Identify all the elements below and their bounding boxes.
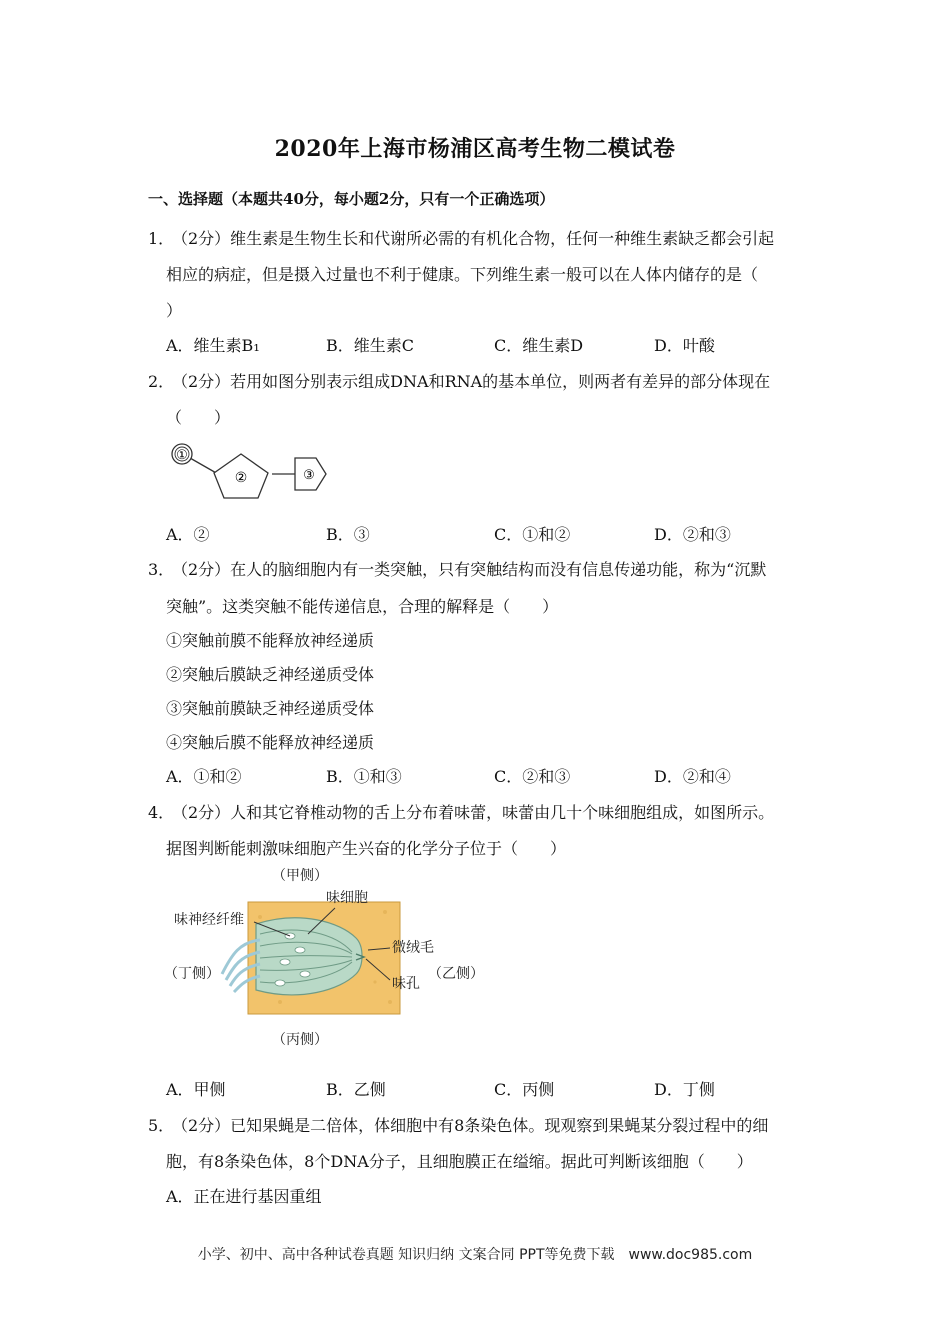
label-taste-cell: 味细胞 (326, 890, 368, 906)
taste-bud-diagram (160, 862, 500, 1056)
label-microvilli: 微绒毛 (392, 940, 434, 956)
statement-2: ②突触后膜缺乏神经递质受体 (166, 665, 375, 684)
option-b: B．维生素C (326, 336, 415, 355)
page-footer: 小学、初中、高中各种试卷真题 知识归纳 文案合同 PPT等免费下载 www.doc985.com (197, 1247, 753, 1263)
question-text: 胞，有8条染色体，8个DNA分子，且细胞膜正在缢缩。据此可判断该细胞（ ） (166, 1152, 753, 1171)
page-title: 2020年上海市杨浦区高考生物二模试卷 (274, 136, 676, 162)
question-number: 4． (148, 803, 175, 822)
question-number: 2． (148, 372, 175, 391)
option-b: B．乙侧 (326, 1080, 386, 1099)
option-a: A．② (166, 525, 210, 544)
option-b: B．①和③ (326, 767, 402, 786)
question-text: 相应的病症，但是摄入过量也不利于健康。下列维生素一般可以在人体内储存的是（ (166, 265, 759, 284)
option-d: D．叶酸 (654, 336, 715, 355)
label-left-side: （丁侧） (164, 966, 220, 982)
question-number: 3． (148, 560, 175, 579)
label-right-side: （乙侧） (428, 966, 484, 982)
question-text: 突触”。这类突触不能传递信息，合理的解释是（ ） (166, 597, 559, 616)
option-c: C．丙侧 (494, 1080, 555, 1099)
option-d: D．丁侧 (654, 1080, 715, 1099)
question-text: ） (166, 301, 183, 320)
question-text: （2分）在人的脑细胞内有一类突触，只有突触结构而没有信息传递功能，称为“沉默 (172, 560, 767, 579)
option-c: C．②和③ (494, 767, 571, 786)
label-2: ② (234, 470, 248, 486)
label-bottom-side: （丙侧） (272, 1032, 328, 1048)
label-nerve-fiber: 味神经纤维 (174, 912, 244, 928)
question-text: （2分）维生素是生物生长和代谢所必需的有机化合物，任何一种维生素缺乏都会引起 (172, 229, 775, 248)
question-number: 5． (148, 1116, 175, 1135)
option-a: A．甲侧 (166, 1080, 226, 1099)
label-1: ① (176, 448, 188, 463)
statement-3: ③突触前膜缺乏神经递质受体 (166, 699, 375, 718)
option-d: D．②和③ (654, 525, 731, 544)
statement-1: ①突触前膜不能释放神经递质 (166, 631, 375, 650)
option-a: A．正在进行基因重组 (166, 1187, 322, 1206)
nucleotide-diagram (162, 436, 342, 506)
option-a: A．①和② (166, 767, 242, 786)
option-c: C．①和② (494, 525, 571, 544)
option-a: A．维生素B₁ (166, 336, 260, 355)
question-text: （ ） (166, 408, 231, 427)
question-number: 1． (148, 229, 175, 248)
option-b: B．③ (326, 525, 370, 544)
option-c: C．维生素D (494, 336, 584, 355)
question-text: 据图判断能刺激味细胞产生兴奋的化学分子位于（ ） (166, 839, 567, 858)
option-d: D．②和④ (654, 767, 731, 786)
question-text: （2分）若用如图分别表示组成DNA和RNA的基本单位，则两者有差异的部分体现在 (172, 372, 771, 391)
question-text: （2分）已知果蝇是二倍体，体细胞中有8条染色体。现观察到果蝇某分裂过程中的细 (172, 1116, 769, 1135)
statement-4: ④突触后膜不能释放神经递质 (166, 733, 375, 752)
label-3: ③ (303, 468, 315, 483)
section-heading: 一、选择题（本题共40分，每小题2分，只有一个正确选项） (148, 190, 555, 208)
label-top-side: （甲侧） (272, 868, 328, 884)
label-taste-pore: 味孔 (392, 976, 420, 992)
question-text: （2分）人和其它脊椎动物的舌上分布着味蕾，味蕾由几十个味细胞组成，如图所示。 (172, 803, 775, 822)
